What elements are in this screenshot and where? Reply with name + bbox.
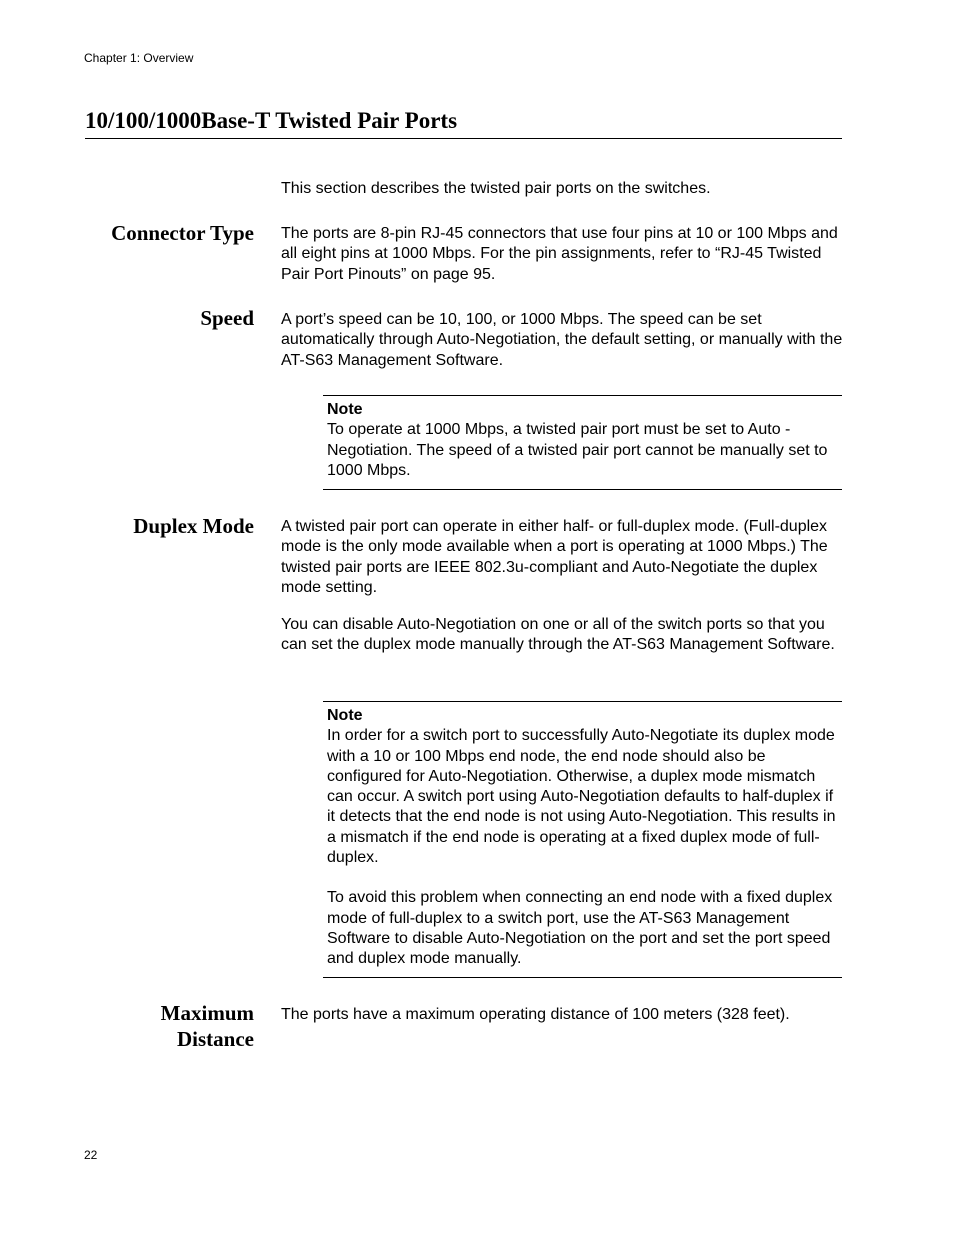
page-title: 10/100/1000Base-T Twisted Pair Ports bbox=[85, 108, 842, 139]
heading-duplex-mode: Duplex Mode bbox=[133, 514, 254, 538]
note-text: To operate at 1000 Mbps, a twisted pair port must be set to Auto - Negotiation. The speed of a twisted pair port cannot be manually set to 1000 Mbps. bbox=[327, 421, 828, 479]
note-title: Note bbox=[327, 401, 363, 418]
duplex-mode-text-2: You can disable Auto-Negotiation on one or all of the switch ports so that you can set the duplex mode manually through the AT-S63 Management Software. bbox=[281, 616, 835, 654]
note-text-1: In order for a switch port to successfully Auto-Negotiate its duplex mode with a 10 or 100 Mbps end node, the end node should also be configured for Auto-Negotiation. Otherwise, a duplex mode mismatch can occur. A switch port using Auto-Negotiation defaults to half-duplex if it detects that the end node is not using Auto-Negotiation. This results in a mismatch if the end node is operating at a fixed duplex mode of full-duplex. bbox=[327, 727, 836, 867]
note-title: Note bbox=[327, 707, 363, 724]
heading-connector-type: Connector Type bbox=[111, 221, 254, 245]
page-number: 22 bbox=[84, 1148, 98, 1162]
running-header: Chapter 1: Overview bbox=[84, 51, 194, 65]
speed-note bbox=[323, 395, 842, 490]
heading-speed: Speed bbox=[200, 306, 254, 330]
connector-type-text: The ports are 8-pin RJ-45 connectors that use four pins at 10 or 100 Mbps and all eight pins at 1000 Mbps. For the pin assignments, refer to “RJ-45 Twisted Pair Port Pinouts” on page 95. bbox=[281, 225, 838, 283]
duplex-note bbox=[323, 701, 842, 978]
intro-paragraph: This section describes the twisted pair ports on the switches. bbox=[281, 180, 711, 197]
maximum-distance-text: The ports have a maximum operating distance of 100 meters (328 feet). bbox=[281, 1006, 790, 1023]
heading-maximum-distance bbox=[60, 1000, 254, 1052]
heading-maximum-distance-line2: Distance bbox=[177, 1027, 254, 1051]
duplex-mode-text-1: A twisted pair port can operate in either half- or full-duplex mode. (Full-duplex mode is the only mode available when a port is operating at 1000 Mbps.) The twisted pair ports are IEEE 802.3u-compliant and Auto-Negotiate the duplex mode setting. bbox=[281, 518, 828, 596]
note-text-2: To avoid this problem when connecting an end node with a fixed duplex mode of full-duplex to a switch port, use the AT-S63 Management Software to disable Auto-Negotiation on the port and set the port speed and duplex mode manually. bbox=[327, 889, 833, 968]
speed-text: A port’s speed can be 10, 100, or 1000 Mbps. The speed can be set automatically through Auto-Negotiation, the default setting, or manually with the AT-S63 Management Software. bbox=[281, 311, 843, 369]
heading-maximum-distance-line1: Maximum bbox=[160, 1001, 254, 1025]
